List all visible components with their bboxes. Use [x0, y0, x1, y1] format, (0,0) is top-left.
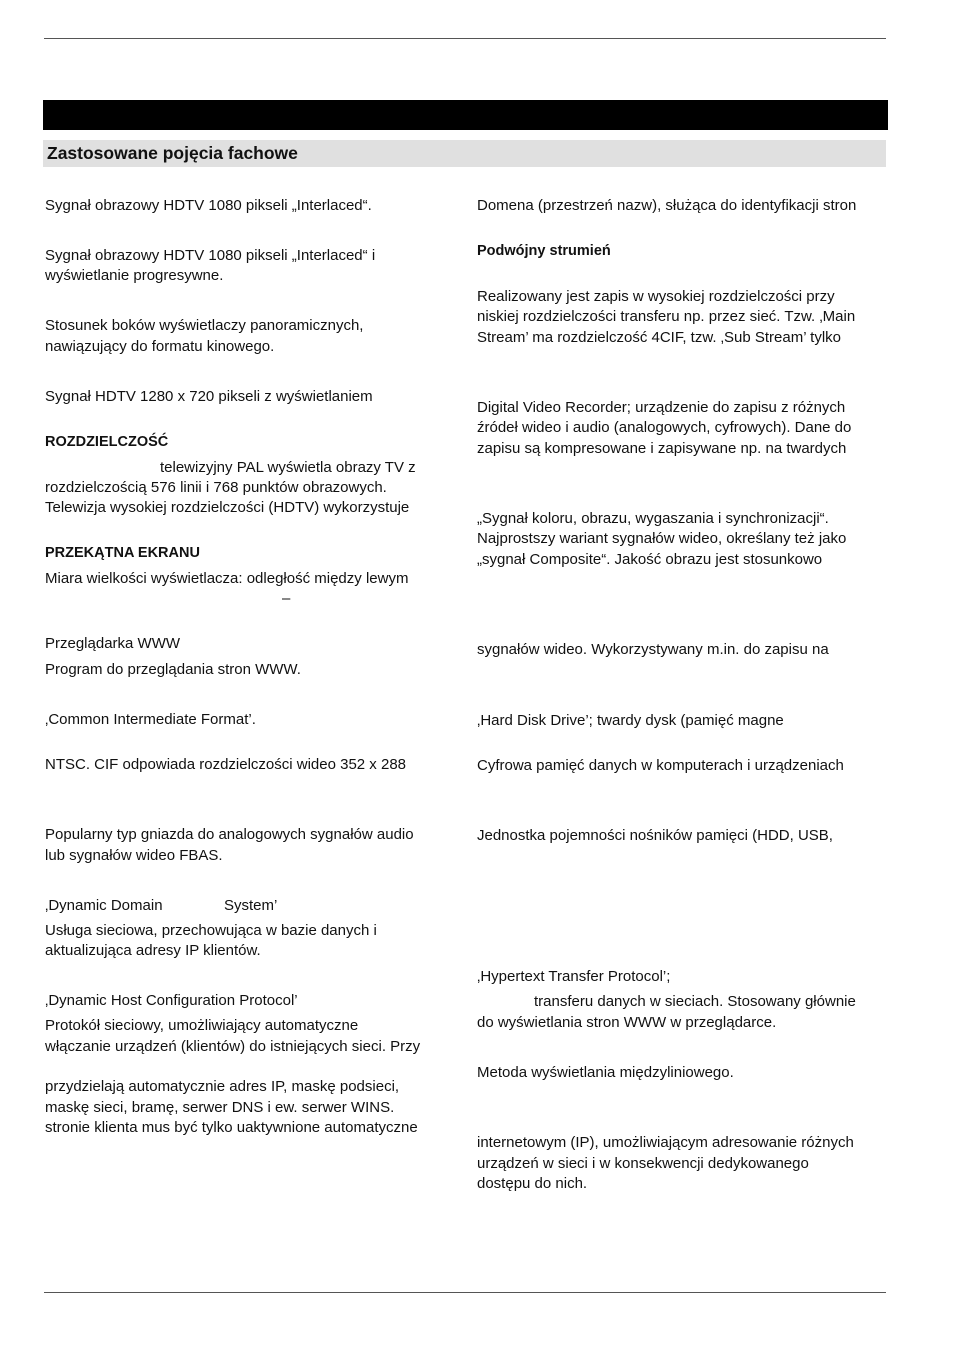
term-heading: ROZDZIELCZOŚĆ: [45, 434, 169, 450]
left-line: Usługa sieciowa, przechowująca w bazie danych i: [45, 922, 377, 939]
right-line: źródeł wideo i audio (analogowych, cyfrowych). Dane do: [477, 419, 852, 436]
left-line: przydzielają automatycznie adres IP, maskę podsieci,: [45, 1078, 400, 1095]
term-heading: Podwójny strumień: [477, 243, 611, 259]
right-line: zapisu są kompresowane i zapisywane np. na twardych: [477, 440, 847, 457]
left-line: Miara wielkości wyświetlacza: odległość między lewym: [45, 570, 409, 587]
left-line: Telewizja wysokiej rozdzielczości (HDTV) wykorzystuje: [45, 499, 410, 516]
right-line: Realizowany jest zapis w wysokiej rozdzielczości przy: [477, 288, 835, 305]
right-line: sygnałów wideo. Wykorzystywany m.in. do zapisu na: [477, 641, 829, 658]
right-line: Cyfrowa pamięć danych w komputerach i urządzeniach: [477, 757, 844, 774]
right-line: dostępu do nich.: [477, 1175, 588, 1192]
left-line: Popularny typ gniazda do analogowych sygnałów audio: [45, 826, 414, 843]
right-line: do wyświetlania stron WWW w przeglądarce.: [477, 1014, 777, 1031]
left-line: Stosunek boków wyświetlaczy panoramicznych,: [45, 317, 364, 334]
right-line: transferu danych w sieciach. Stosowany głównie: [534, 993, 856, 1010]
left-line: Sygnał obrazowy HDTV 1080 pikseli „Interlaced“ i: [45, 247, 376, 264]
left-line: ‚Dynamic Domain: [45, 897, 163, 914]
left-line: NTSC. CIF odpowiada rozdzielczości wideo 352 x 288: [45, 756, 407, 773]
left-line: Przeglądarka WWW: [45, 635, 181, 652]
right-line: Stream’ ma rozdzielczość 4CIF, tzw. ‚Sub Stream’ tylko: [477, 329, 841, 346]
left-line: Program do przeglądania stron WWW.: [45, 661, 301, 678]
right-line: Metoda wyświetlania międzyliniowego.: [477, 1064, 734, 1081]
left-line: lub sygnałów wideo FBAS.: [45, 847, 223, 864]
left-line: System’: [224, 897, 278, 914]
right-line: ‚Hard Disk Drive’; twardy dysk (pamięć magne: [477, 712, 784, 729]
right-line: internetowym (IP), umożliwiającym adresowanie różnych: [477, 1134, 854, 1151]
left-line: wyświetlanie progresywne.: [45, 267, 224, 284]
right-line: urządzeń w sieci i w konsekwencji dedykowanego: [477, 1155, 809, 1172]
chapter-header-bar: [43, 100, 888, 130]
left-line: nawiązujący do formatu kinowego.: [45, 338, 275, 355]
left-line: aktualizująca adresy IP klientów.: [45, 942, 261, 959]
left-line: –: [282, 590, 291, 607]
left-line: włączanie urządzeń (klientów) do istniejących sieci. Przy: [45, 1038, 421, 1055]
left-line: Sygnał HDTV 1280 x 720 pikseli z wyświetlaniem: [45, 388, 373, 405]
right-line: ‚Hypertext Transfer Protocol’;: [477, 968, 671, 985]
term-heading: PRZEKĄTNA EKRANU: [45, 545, 200, 561]
left-line: telewizyjny PAL wyświetla obrazy TV z: [160, 459, 416, 476]
left-line: stronie klienta mus być tylko uaktywnione automatyczne: [45, 1119, 418, 1136]
left-line: ‚Common Intermediate Format’.: [45, 711, 256, 728]
left-line: Protokół sieciowy, umożliwiający automatyczne: [45, 1017, 359, 1034]
right-line: Jednostka pojemności nośników pamięci (HDD, USB,: [477, 827, 833, 844]
right-line: „Sygnał koloru, obrazu, wygaszania i synchronizacji“.: [477, 510, 829, 527]
right-line: Digital Video Recorder; urządzenie do zapisu z różnych: [477, 399, 846, 416]
left-line: maskę sieci, bramę, serwer DNS i ew. serwer WINS.: [45, 1099, 395, 1116]
bottom-rule: [44, 1292, 886, 1293]
left-line: ‚Dynamic Host Configuration Protocol’: [45, 992, 298, 1009]
top-rule: [44, 38, 886, 39]
right-line: niskiej rozdzielczości transferu np. przez sieć. Tzw. ‚Main: [477, 308, 856, 325]
left-line: Sygnał obrazowy HDTV 1080 pikseli „Interlaced“.: [45, 197, 372, 214]
right-line: „sygnał Composite“. Jakość obrazu jest stosunkowo: [477, 551, 823, 568]
section-title: Zastosowane pojęcia fachowe: [47, 143, 298, 163]
left-line: rozdzielczością 576 linii i 768 punktów obrazowych.: [45, 479, 387, 496]
right-line: Domena (przestrzeń nazw), służąca do identyfikacji stron: [477, 197, 857, 214]
right-line: Najprostszy wariant sygnałów wideo, określany też jako: [477, 530, 847, 547]
